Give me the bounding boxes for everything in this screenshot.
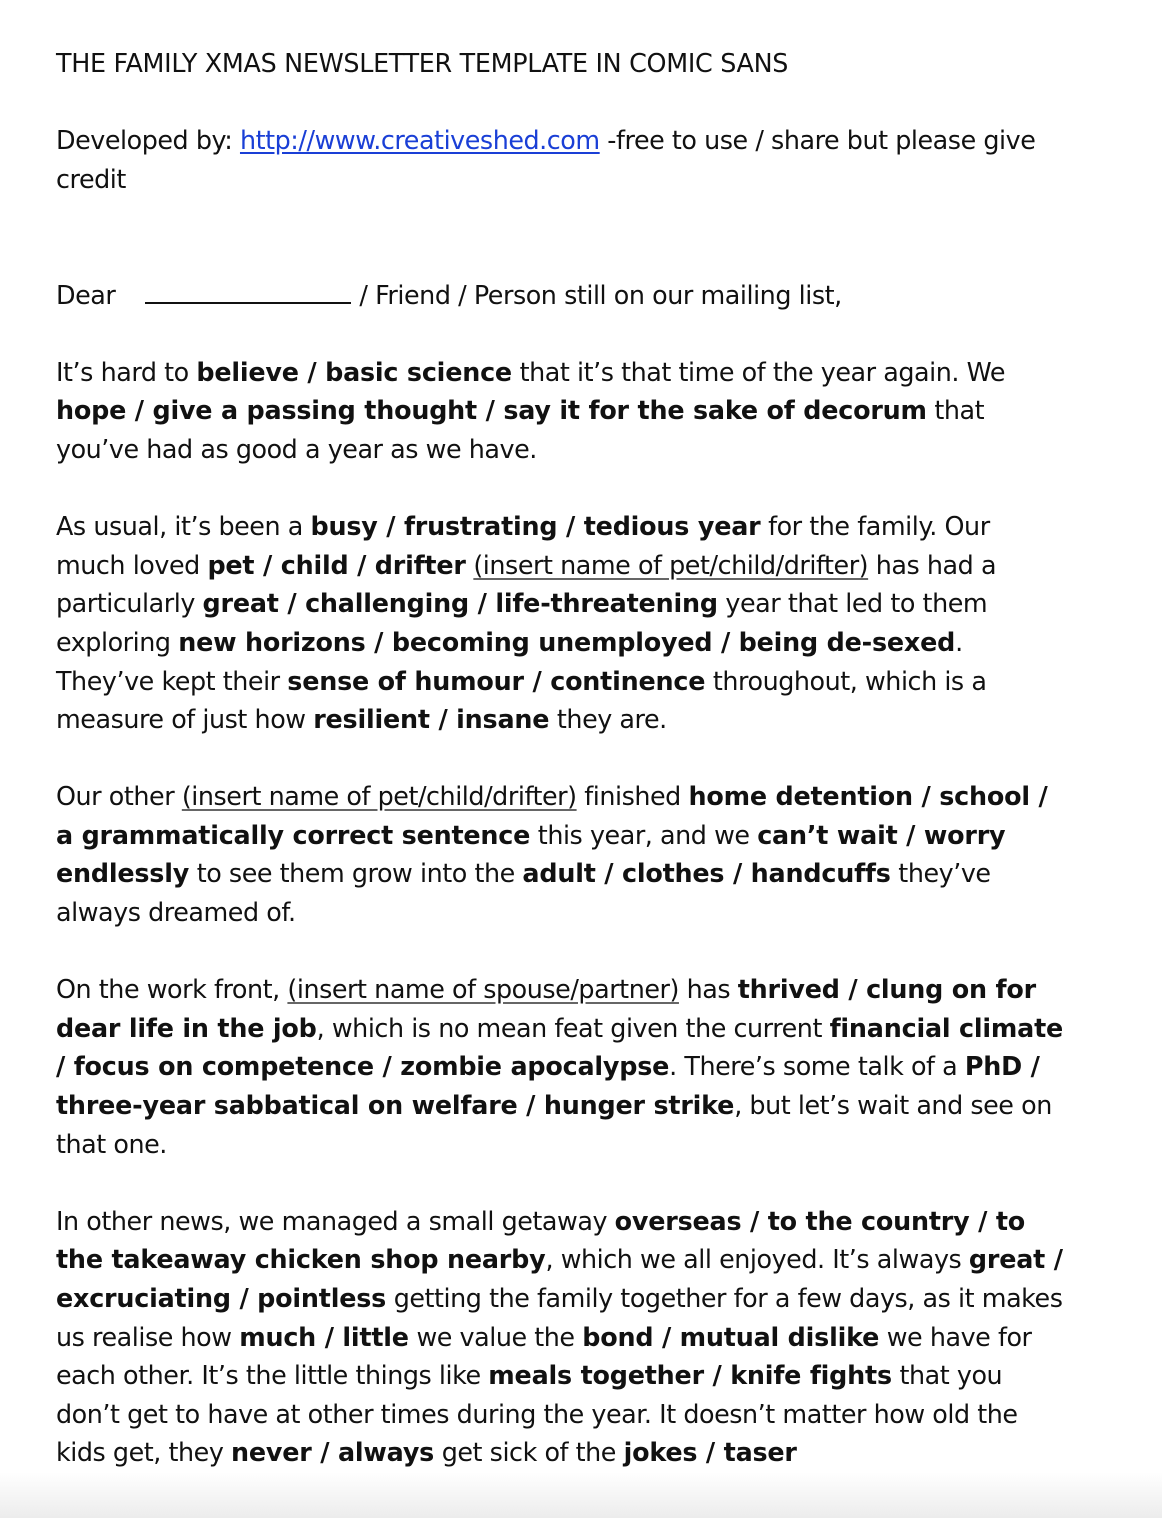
option-text: adult / clothes / handcuffs xyxy=(522,858,891,889)
option-text: great / excruciating / pointless xyxy=(56,1244,1063,1313)
option-text: great / challenging / life-threatening xyxy=(202,588,718,619)
text: finished xyxy=(576,781,689,812)
text: getting the family together for a few days, as it makes us realise how xyxy=(56,1283,1063,1352)
option-text: busy / frustrating / tedious year xyxy=(310,511,761,542)
text: that you’ve had as good a year as we have. xyxy=(56,395,985,464)
credit-line xyxy=(56,121,1066,198)
name-blank-field[interactable] xyxy=(145,278,351,304)
text: that it’s that time of the year again. We xyxy=(511,356,1005,387)
paragraph-family xyxy=(56,507,1066,739)
option-text: new horizons / becoming unemployed / being de-sexed xyxy=(178,626,956,657)
text: we have for each other. It’s the little things like xyxy=(56,1321,1032,1391)
option-text: can’t wait / worry endlessly xyxy=(56,819,1006,889)
document-title: THE FAMILY XMAS NEWSLETTER TEMPLATE IN COMIC SANS xyxy=(56,48,789,78)
option-text: overseas / to the country / to the takeaway chicken shop nearby xyxy=(56,1205,1026,1275)
option-text: bond / mutual dislike xyxy=(582,1321,880,1352)
paragraph-intro xyxy=(56,353,1066,469)
option-text: hope / give a passing thought / say it for the sake of decorum xyxy=(56,395,927,426)
text: they’ve always dreamed of. xyxy=(56,858,991,928)
text: It’s hard to xyxy=(56,356,197,387)
option-text: financial climate / focus on competence / zombie apocalypse xyxy=(56,1012,1064,1082)
text: for the family. Our much loved xyxy=(56,511,990,580)
text: As usual, it’s been a xyxy=(56,511,311,542)
text: that you don’t get to have at other times during the year. It doesn’t matter how old the kids get, they xyxy=(56,1360,1018,1468)
salutation xyxy=(56,276,1066,315)
text: , which is no mean feat given the current xyxy=(316,1012,830,1043)
text: we value the xyxy=(408,1321,583,1352)
text: On the work front, xyxy=(56,974,288,1005)
text: has had a particularly xyxy=(56,549,997,619)
text: to see them grow into the xyxy=(189,858,523,889)
insert-name-placeholder[interactable]: (insert name of pet/child/drifter) xyxy=(181,781,577,812)
salutation-dear: Dear xyxy=(56,279,116,310)
option-text: much / little xyxy=(239,1321,409,1352)
text: has xyxy=(678,974,738,1005)
paragraph-other-child xyxy=(56,777,1066,931)
option-text: PhD / three-year sabbatical on welfare / hunger strike xyxy=(56,1051,1040,1121)
creativeshed-link[interactable]: http://www.creativeshed.com xyxy=(239,125,600,156)
insert-spouse-placeholder[interactable]: (insert name of spouse/partner) xyxy=(287,974,679,1005)
text: get sick of the xyxy=(434,1437,624,1468)
text: . There’s some talk of a xyxy=(669,1051,965,1082)
option-text: jokes / taser xyxy=(623,1437,797,1468)
option-text: meals together / knife fights xyxy=(488,1360,892,1391)
text: . They’ve kept their xyxy=(56,626,963,696)
credit-suffix: -free to use / share but please give credit xyxy=(56,125,1036,194)
option-text: sense of humour / continence xyxy=(287,665,706,696)
salutation-rest: / Friend / Person still on our mailing list, xyxy=(359,279,842,310)
option-text: home detention / school / a grammatically correct sentence xyxy=(56,781,1048,850)
text: In other news, we managed a small getaway xyxy=(56,1205,615,1236)
text: , which we all enjoyed. It’s always xyxy=(545,1244,969,1275)
text: throughout, which is a measure of just how xyxy=(56,665,987,735)
newsletter-body xyxy=(56,44,1066,1472)
text: Our other xyxy=(56,781,182,812)
option-text: pet / child / drifter xyxy=(207,549,466,580)
option-text: believe / basic science xyxy=(196,356,512,387)
text: year that led to them exploring xyxy=(56,588,988,657)
option-text: thrived / clung on for dear life in the job xyxy=(56,974,1036,1043)
page-bottom-shadow xyxy=(0,1472,1162,1518)
paragraph-work xyxy=(56,970,1066,1163)
text: they are. xyxy=(549,704,667,735)
credit-prefix: Developed by: xyxy=(56,125,240,156)
text: this year, and we xyxy=(530,819,758,850)
insert-name-placeholder[interactable]: (insert name of pet/child/drifter) xyxy=(473,549,869,580)
option-text: resilient / insane xyxy=(313,704,550,735)
paragraph-news xyxy=(56,1202,1066,1472)
option-text: never / always xyxy=(231,1437,435,1468)
text: , but let’s wait and see on that one. xyxy=(56,1090,1052,1159)
